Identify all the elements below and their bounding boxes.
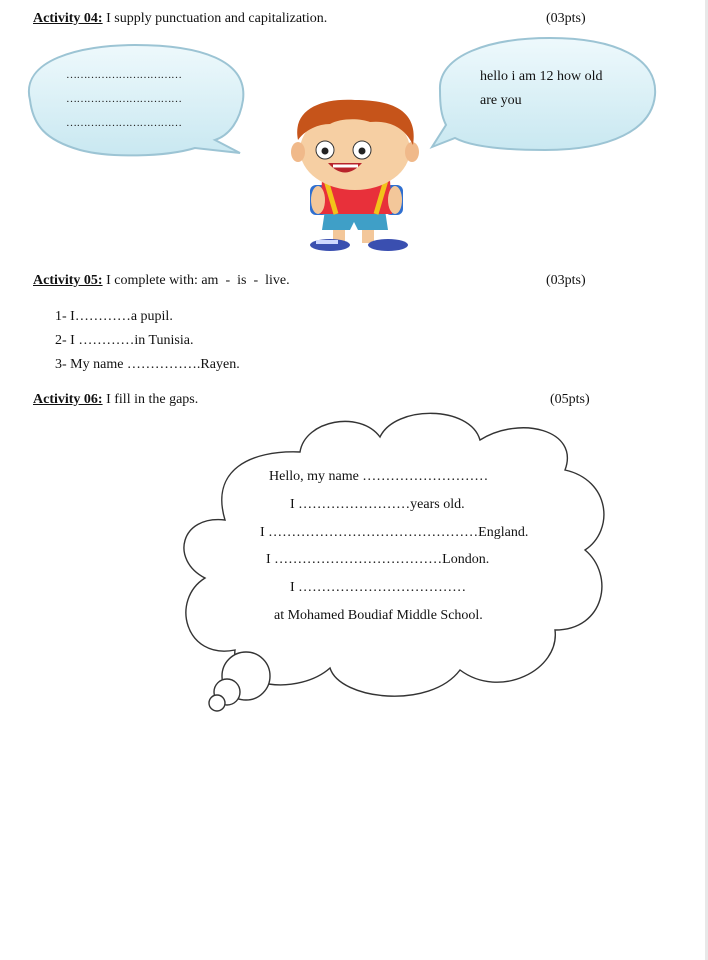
boy-with-backpack-illustration	[291, 100, 419, 251]
activity-05-instruction: I complete with: am - is - live.	[102, 273, 290, 288]
activity-05-item-3[interactable]: 3- My name …………….Rayen.	[55, 357, 240, 372]
cloud-line-6: at Mohamed Boudiaf Middle School.	[274, 608, 483, 623]
activity-05-heading	[33, 273, 290, 289]
cloud-line-5[interactable]: I ………………………………	[290, 580, 467, 595]
activity-04-label: Activity 04:	[33, 11, 103, 26]
activity-06-instruction: I fill in the gaps.	[102, 392, 199, 407]
left-bubble-line-3[interactable]: ……………………………	[66, 117, 182, 129]
cloud-line-1[interactable]: Hello, my name ………………………	[269, 469, 489, 484]
activity-05-item-1[interactable]: 1- I…………a pupil.	[55, 309, 173, 324]
activity-05-label: Activity 05:	[33, 273, 103, 288]
activity-04-points: (03pts)	[546, 11, 586, 26]
cloud-line-2[interactable]: I ……………………years old.	[290, 497, 465, 512]
cloud-line-3[interactable]: I ………………………………………England.	[260, 525, 529, 540]
right-bubble-line-2: are you	[480, 93, 522, 108]
left-bubble-line-1[interactable]: ……………………………	[66, 69, 182, 81]
right-bubble-line-1: hello i am 12 how old	[480, 69, 603, 84]
activity-05-points: (03pts)	[546, 273, 586, 288]
activity-06-heading	[33, 392, 198, 408]
cloud-line-4[interactable]: I ………………………………London.	[266, 552, 490, 567]
right-speech-bubble	[432, 38, 655, 150]
activity-06-points: (05pts)	[550, 392, 590, 407]
activity-05-item-2[interactable]: 2- I …………in Tunisia.	[55, 333, 194, 348]
activity-04-instruction: I supply punctuation and capitalization.	[102, 11, 328, 26]
left-bubble-line-2[interactable]: ……………………………	[66, 93, 182, 105]
activity-06-label: Activity 06:	[33, 392, 103, 407]
